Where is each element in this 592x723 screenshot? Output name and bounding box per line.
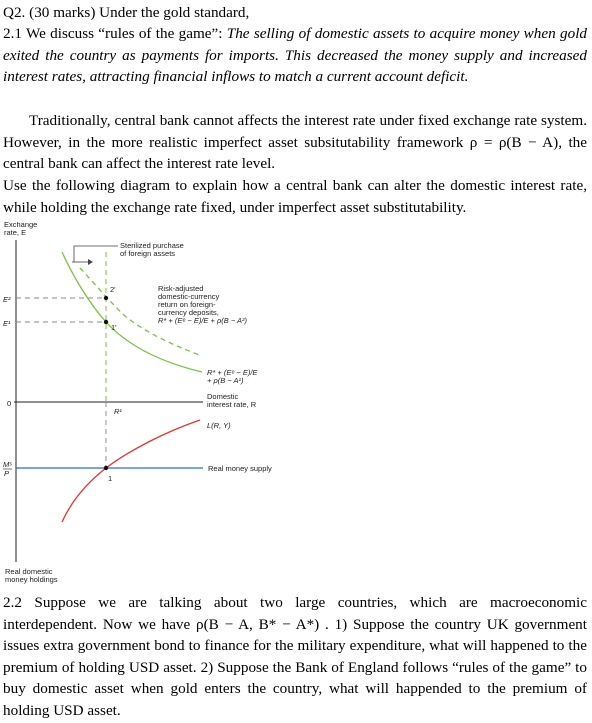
exchange-rate-diagram [0,222,300,590]
risk-label-5: R* + (Eᵉ − E)/E + ρ(B − A²) [158,316,248,325]
paragraph-use-diagram: Use the following diagram to explain how a central bank can alter the domestic interest rate, while holding the exchange rate fixed, under imperfect asset substitutability. [3,177,587,216]
domestic-rate-label-2: interest rate, R [207,400,257,409]
real-money-supply-label: Real money supply [208,464,272,473]
risk-label-1: Risk-adjusted [158,284,204,293]
risk-label-4: currency deposits, [158,308,219,317]
point-1-label: 1 [108,474,113,483]
point-2prime-marker [104,296,108,300]
money-demand-curve [62,420,200,522]
ms-label-top: Mˢ [3,460,12,469]
y-axis-label-rate: rate, E [4,228,27,237]
e2-label: E² [3,295,11,304]
lower-curve-label-2: + ρ(B − A¹) [207,376,244,385]
point-1-marker [104,466,108,470]
x-axis-label-real-domestic: Real domestic [5,567,53,576]
risk-label-2: domestic-currency [158,292,220,301]
paragraph-2-1 [3,23,587,88]
question-header: Q2. (30 marks) Under the gold standard, [3,4,250,21]
point-1prime-marker [104,320,108,324]
point-2prime-label: 2' [110,285,116,294]
lower-curve-label-1: R* + (Eᵉ − E)/E [207,368,258,377]
zero-label: 0 [7,399,12,408]
ms-label-bottom: P [4,469,10,478]
x-axis-label-money-holdings: money holdings [5,575,58,584]
domestic-rate-label-1: Domestic [207,392,239,401]
sterilized-arrow-head [88,259,93,265]
paragraph-2-1-italic: The selling of domestic assets to acquire money when gold exited the country as payments for imports. This decreased the money supply and increased interest rates, attracting financial inflows to match a current account deficit. [3,25,588,86]
paragraph-traditionally: Traditionally, central bank cannot affects the interest rate under fixed exchange rate system. However, in the more realistic imperfect asset subsitutability framework ρ = ρ(B − A), the central bank can affect the interest rate level. [3,112,587,173]
sterilized-label-2: of foreign assets [120,249,176,258]
paragraph-2-1-intro: 2.1 We discuss “rules of the game”: [3,25,227,42]
risk-label-3: return on foreign- [158,300,216,309]
point-1prime-label: 1' [111,323,117,332]
e1-label: E¹ [3,319,11,328]
paragraph-2-2: 2.2 Suppose we are talking about two large countries, which are macroeconomic interdependent. Now we have ρ(B − A, B* − A*) . 1) Suppose the country UK government issues extra government bond to finance for the military expenditure, what will happened to the premium of holding USD asset. 2) Suppose the Bank of England follows “rules of the game” to buy domestic asset when gold enters the country, what will happended to the premium of holding USD asset. [3,594,587,719]
money-demand-label: L(R, Y) [207,421,231,430]
y-axis-label-exchange: Exchange [4,222,38,229]
sterilized-label-1: Sterilized purchase [120,241,184,250]
r1-label: R¹ [114,407,122,416]
sterilized-bracket [74,246,118,262]
